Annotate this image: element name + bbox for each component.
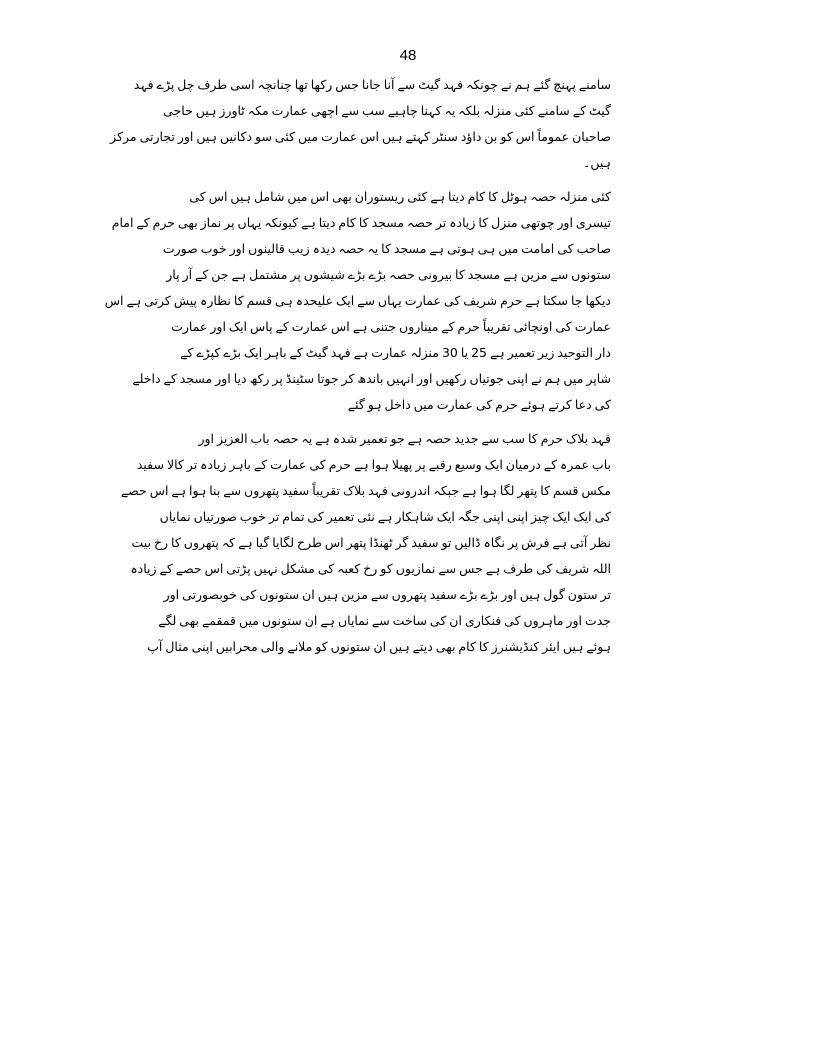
paragraph-gap [213, 176, 611, 184]
text-line: گیٹ کے سامنے کئی منزلہ بلکہ یہ کہنا چاہیے سب سے اچھی عمارت مکہ ٹاورز ہیں حاجی [163, 103, 611, 118]
text-line: اللہ شریف کی طرف ہے جس سے نمازیوں کو رخ کعبہ کی مشکل نہیں پڑتی اس حصے کے زیادہ [130, 561, 611, 576]
page-number: 48 [399, 47, 417, 64]
text-line: تیسری اور چوتھی منزل کا زیادہ تر حصہ مسجد کا کام دیتا ہے کیونکہ یہاں پر نماز بھی حرم کے امام [111, 215, 611, 230]
text-line: کئی منزلہ حصہ ہوٹل کا کام دیتا ہے کئی ریستوران بھی اس میں شامل ہیں اس کی [189, 189, 611, 204]
text-line: شاپر میں ہم نے اپنی جوتیاں رکھیں اور انہیں باندھ کر جوتا سٹینڈ پر رکھ دیا اور مسجد کے داخلے [132, 371, 611, 386]
text-line: فہد بلاک حرم کا سب سے جدید حصہ ہے جو تعمیر شدہ ہے یہ حصہ باب العزیز اور [198, 431, 611, 446]
text-line: دیکھا جا سکتا ہے حرم شریف کی عمارت یہاں سے ایک علیحدہ ہی قسم کا نظارہ پیش کرتی ہے اس [104, 293, 611, 308]
text-line: سامنے پہنچ گئے ہم نے چونکہ فہد گیٹ سے آنا جانا جس رکھا تھا چنانچہ اسی طرف چل پڑے فہد [133, 77, 611, 92]
text-line: ہوئے ہیں ایئر کنڈیشنرز کا کام بھی دیتے ہیں ان ستونوں کو ملانے والی محرابیں اپنی مثال آپ [147, 639, 611, 654]
text-line: تر ستون گول ہیں اور بڑے بڑے سفید پتھروں سے مزین ہیں ان ستونوں کی خوبصورتی اور [163, 587, 611, 602]
text-line: ہیں۔ [583, 155, 611, 170]
text-line: صاحب کی امامت میں ہی ہوتی ہے مسجد کا یہ حصہ دیدہ زیب قالینوں اور خوب صورت [162, 241, 611, 256]
text-line: عمارت کی اونچائی تقریباً حرم کے میناروں جتنی ہے اس عمارت کے پاس ایک اور عمارت [171, 319, 611, 334]
text-line: صاحبان عموماً اس کو بن داؤد سنٹر کہتے ہیں اس عمارت میں کئی سو دکانیں ہیں اور تجارتی مرکز [110, 129, 611, 144]
text-line: مکس قسم کا پتھر لگا ہوا ہے جبکہ اندرونی فہد بلاک تقریباً سفید پتھروں سے بنا ہوا ہے اس حصے [120, 483, 611, 498]
text-line: باب عمرہ کے درمیان ایک وسیع رقبے پر پھیلا ہوا ہے حرم کی عمارت کے باہر زیادہ تر کالا سفید [136, 457, 611, 472]
paragraph [104, 184, 611, 418]
paragraph [120, 426, 611, 660]
document-body [104, 72, 611, 660]
text-line: جدت اور ماہروں کی فنکاری ان کی ساخت سے نمایاں ہے ان ستونوں میں قمقمے بھی لگے [158, 613, 611, 628]
paragraph-gap [213, 418, 611, 426]
text-line: کی دعا کرتے ہوئے حرم کی عمارت میں داخل ہو گئے [347, 397, 611, 412]
text-line: ستونوں سے مزین ہے مسجد کا بیرونی حصہ بڑے بڑے شیشوں پر مشتمل ہے جن کے آر پار [166, 267, 611, 282]
text-line: نظر آتی ہے فرش پر نگاہ ڈالیں تو سفید گر ٹھنڈا پتھر اس طرح لگایا گیا ہے کہ پتھروں کا رخ بیت [131, 535, 611, 550]
text-line: کی ایک ایک چیز اپنی اپنی جگہ ایک شاہکار ہے نئی تعمیر کی تمام تر خوب صورتیاں نمایاں [159, 509, 611, 524]
paragraph [110, 72, 611, 176]
text-line: دار التوحید زیر تعمیر ہے 25 یا 30 منزلہ عمارت ہے فہد گیٹ کے باہر ایک بڑے کپڑے کے [180, 345, 611, 360]
